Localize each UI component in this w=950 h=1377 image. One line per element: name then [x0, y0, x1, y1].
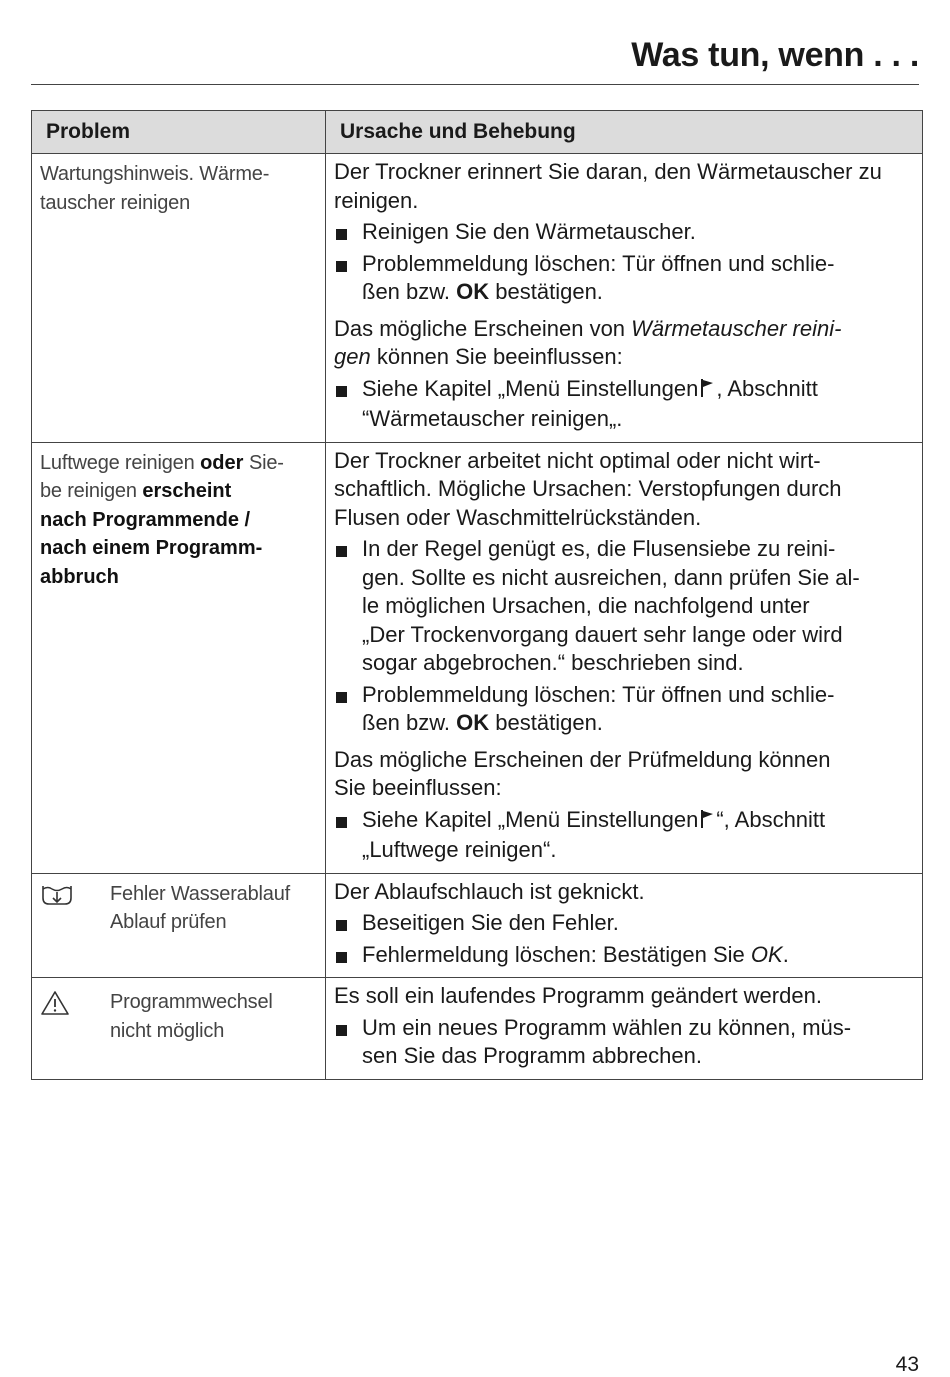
list-item: Fehlermeldung löschen: Bestätigen Sie OK.: [334, 941, 912, 970]
ok-label: OK: [456, 279, 490, 304]
action-list: [334, 375, 912, 434]
list-item: Problemmeldung löschen: Tür öffnen und schlie- ßen bzw. OK bestätigen.: [334, 250, 912, 307]
ok-label: OK: [456, 710, 490, 735]
cause-cell: [326, 442, 923, 873]
list-item: Problemmeldung löschen: Tür öffnen und schlie- ßen bzw. OK bestätigen.: [334, 681, 912, 738]
cause-intro: Der Trockner erinnert Sie daran, den Wärmetauscher zu reinigen.: [334, 159, 882, 213]
list-item: Siehe Kapitel „Menü Einstellungen “, Abschnitt „Luftwege reinigen“.: [334, 806, 912, 865]
problem-cell: [32, 154, 326, 443]
action-list: [334, 909, 912, 969]
drain-icon: [40, 880, 110, 937]
page-number: 43: [895, 1353, 919, 1376]
problem-cell: [32, 873, 326, 978]
table-row: [32, 442, 923, 873]
cause-cell: [326, 154, 923, 443]
table-row: [32, 978, 923, 1080]
flag-icon: [700, 377, 714, 406]
column-header-problem: Problem: [32, 111, 326, 154]
flag-icon: [700, 808, 714, 837]
action-list: [334, 806, 912, 865]
list-item: Reinigen Sie den Wärmetauscher.: [334, 218, 912, 247]
problem-cell: Luftwege reinigen oder Sie- be reinigen erscheint nach Programmende / nach einem Programm- abbruch: [32, 442, 326, 873]
cause-paragraph: Das mögliche Erscheinen von Wärmetauscher reini- gen können Sie beeinflussen:: [334, 315, 842, 369]
page-title: Was tun, wenn . . .: [631, 36, 919, 74]
action-list: [334, 218, 912, 307]
cause-cell: [326, 873, 923, 978]
list-item: Um ein neues Programm wählen zu können, müs- sen Sie das Programm abbrechen.: [334, 1014, 912, 1071]
table-row: [32, 154, 923, 443]
problem-text: Wartungshinweis. Wärme- tauscher reinigen: [40, 163, 270, 214]
column-header-cause: Ursache und Behebung: [326, 111, 923, 154]
confirm-text: bestätigen.: [495, 279, 603, 304]
cause-paragraph: Das mögliche Erscheinen der Prüfmeldung können Sie beeinflussen:: [334, 746, 831, 800]
cause-intro: Es soll ein laufendes Programm geändert werden.: [334, 983, 822, 1008]
table-row: [32, 873, 923, 978]
warning-icon: [40, 988, 110, 1045]
list-item: Beseitigen Sie den Fehler.: [334, 909, 912, 938]
list-item: Siehe Kapitel „Menü Einstellungen , Abschnitt “Wärmetauscher reinigen„.: [334, 375, 912, 434]
cause-cell: [326, 978, 923, 1080]
problem-text: Fehler Wasserablauf Ablauf prüfen: [110, 882, 290, 933]
action-list: [334, 1014, 912, 1071]
list-item: In der Regel genügt es, die Flusensiebe zu reini- gen. Sollte es nicht ausreichen, dann prüfen Sie al- le möglichen Ursachen, die nachfolgend unter „Der Trockenvorgang dauert sehr lange oder wird sogar abgebrochen.“ beschrieben sind.: [334, 535, 912, 678]
cause-intro: Der Trockner arbeitet nicht optimal oder nicht wirt- schaftlich. Mögliche Ursachen: Verstopfungen durch Flusen oder Waschmittelrückständen.: [334, 447, 842, 530]
problem-text: Programmwechsel nicht möglich: [110, 991, 273, 1042]
table-header-row: [32, 111, 923, 154]
action-list: [334, 535, 912, 738]
title-divider: [31, 84, 919, 85]
cause-intro: Der Ablaufschlauch ist geknickt.: [334, 878, 645, 904]
troubleshooting-table: [31, 110, 923, 1080]
problem-cell: [32, 978, 326, 1080]
